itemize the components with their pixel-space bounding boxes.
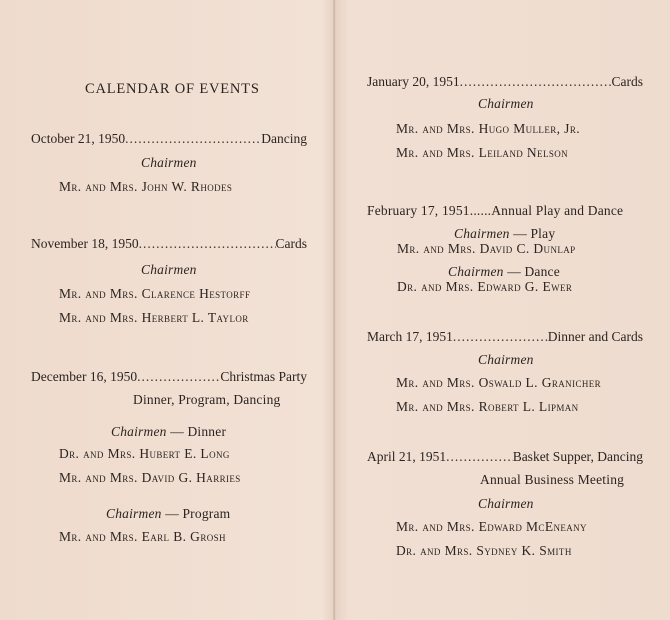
chairmen-label: Chairmen	[448, 264, 504, 279]
chairmen-name: Mr. and Mrs. Leiland Nelson	[396, 145, 569, 160]
event-december-row	[31, 369, 307, 385]
chairmen-label: Chairmen	[478, 96, 534, 111]
event-subtitle: Dinner, Program, Dancing	[133, 392, 281, 407]
event-activity: Annual Play and Dance	[491, 203, 624, 218]
event-date: March 17, 1951	[367, 329, 453, 344]
chairmen-name: Mr. and Mrs. Herbert L. Taylor	[59, 310, 249, 325]
chairmen-heading	[111, 424, 226, 440]
leader-dots	[446, 449, 513, 465]
event-activity: Basket Supper, Dancing	[512, 449, 643, 464]
chairmen-name: Mr. and Mrs. Edward McEneany	[396, 519, 587, 534]
chairmen-label: Chairmen	[111, 424, 167, 439]
chairmen-name: Dr. and Mrs. Sydney K. Smith	[396, 543, 572, 558]
leader-dots	[139, 236, 276, 252]
event-date: February 17, 1951	[367, 203, 470, 218]
chairmen-role: — Play	[513, 226, 556, 241]
chairmen-name: Mr. and Mrs. Hugo Muller, Jr.	[396, 121, 580, 136]
chairmen-role: — Dance	[507, 264, 560, 279]
chairmen-label: Chairmen	[454, 226, 510, 241]
event-date: October 21, 1950	[31, 131, 126, 146]
chairmen-name: Mr. and Mrs. Clarence Hestorff	[59, 286, 251, 301]
chairmen-heading	[454, 226, 555, 242]
chairmen-name: Mr. and Mrs. David G. Harries	[59, 470, 241, 485]
leader-dots	[460, 74, 612, 90]
calendar-heading: CALENDAR OF EVENTS	[85, 81, 260, 97]
event-october-row	[31, 131, 307, 147]
event-date: April 21, 1951	[367, 449, 447, 464]
chairmen-name: Mr. and Mrs. Robert L. Lipman	[396, 399, 579, 414]
event-activity: Dinner and Cards	[547, 329, 643, 344]
chairmen-name: Mr. and Mrs. David C. Dunlap	[397, 241, 576, 256]
chairmen-role: — Program	[165, 506, 231, 521]
event-activity: Christmas Party	[220, 369, 307, 384]
chairmen-heading	[448, 264, 560, 280]
center-fold	[333, 0, 336, 620]
event-date: November 18, 1950	[31, 236, 139, 251]
event-november-row	[31, 236, 307, 252]
event-january-row	[367, 74, 643, 90]
chairmen-heading	[106, 506, 230, 522]
chairmen-label: Chairmen	[478, 352, 534, 367]
leader-dots	[453, 329, 548, 345]
event-march-row	[367, 329, 643, 345]
event-date: January 20, 1951	[367, 74, 460, 89]
chairmen-name: Mr. and Mrs. Earl B. Grosh	[59, 529, 226, 544]
leader-dots: ......	[469, 203, 492, 218]
chairmen-name: Dr. and Mrs. Hubert E. Long	[59, 446, 230, 461]
event-activity: Dancing	[261, 131, 307, 146]
chairmen-role: — Dinner	[170, 424, 227, 439]
leader-dots	[125, 131, 261, 147]
chairmen-name: Mr. and Mrs. John W. Rhodes	[59, 179, 233, 194]
chairmen-label: Chairmen	[141, 155, 197, 170]
chairmen-label: Chairmen	[478, 496, 534, 511]
leader-dots	[137, 369, 220, 385]
chairmen-label: Chairmen	[141, 262, 197, 277]
chairmen-label: Chairmen	[106, 506, 162, 521]
event-april-row	[367, 449, 643, 465]
event-february-row	[367, 203, 623, 219]
event-activity: Cards	[275, 236, 307, 251]
chairmen-name: Mr. and Mrs. Oswald L. Granicher	[396, 375, 602, 390]
event-activity: Cards	[611, 74, 643, 89]
event-date: December 16, 1950	[31, 369, 138, 384]
chairmen-name: Dr. and Mrs. Edward G. Ewer	[397, 279, 573, 294]
event-subtitle: Annual Business Meeting	[480, 472, 625, 487]
